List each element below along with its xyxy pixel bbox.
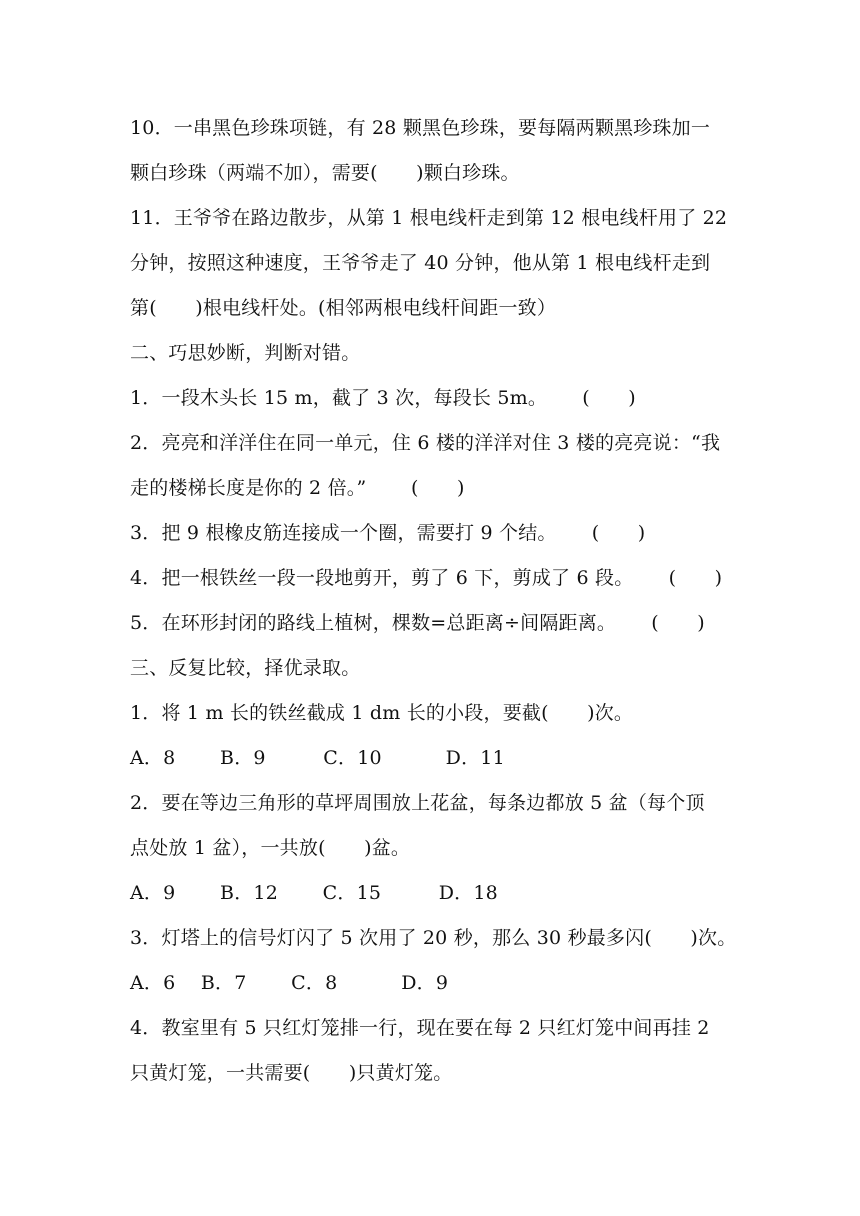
choice-q1-stem: 1．将 1 m 长的铁丝截成 1 dm 长的小段，要截( )次。 <box>130 702 634 724</box>
judge-item-2-line-2: 走的楼梯长度是你的 2 倍。” ( ) <box>130 477 465 499</box>
choice-q2-stem-line-1: 2．要在等边三角形的草坪周围放上花盆，每条边都放 5 盆（每个顶 <box>130 792 705 814</box>
choice-q3-stem: 3．灯塔上的信号灯闪了 5 次用了 20 秒，那么 30 秒最多闪( )次。 <box>130 927 737 949</box>
question-11-line-3: 第( )根电线杆处。(相邻两根电线杆间距一致） <box>130 297 557 319</box>
question-11-line-2: 分钟，按照这种速度，王爷爷走了 40 分钟，他从第 1 根电线杆走到 <box>130 252 711 274</box>
judge-item-5: 5．在环形封闭的路线上植树，棵数=总距离÷间隔距离。 ( ) <box>130 612 705 634</box>
question-10-line-1: 10．一串黑色珍珠项链，有 28 颗黑色珍珠，要每隔两颗黑珍珠加一 <box>130 117 711 139</box>
choice-q3-options: A．6 B．7 C．8 D．9 <box>130 972 449 994</box>
section-2-title: 二、巧思妙断，判断对错。 <box>130 342 361 364</box>
question-11-line-1: 11．王爷爷在路边散步，从第 1 根电线杆走到第 12 根电线杆用了 22 <box>130 207 728 229</box>
judge-item-3: 3．把 9 根橡皮筋连接成一个圈，需要打 9 个结。 ( ) <box>130 522 646 544</box>
judge-item-4: 4．把一根铁丝一段一段地剪开，剪了 6 下，剪成了 6 段。 ( ) <box>130 567 723 589</box>
choice-q4-stem-line-1: 4．教室里有 5 只红灯笼排一行，现在要在每 2 只红灯笼中间再挂 2 <box>130 1017 710 1039</box>
section-3-title: 三、反复比较，择优录取。 <box>130 657 361 679</box>
choice-q2-options: A．9 B．12 C．15 D．18 <box>130 882 498 904</box>
judge-item-2-line-1: 2．亮亮和洋洋住在同一单元，住 6 楼的洋洋对住 3 楼的亮亮说：“我 <box>130 432 721 454</box>
choice-q2-stem-line-2: 点处放 1 盆），一共放( )盆。 <box>130 837 411 859</box>
choice-q4-stem-line-2: 只黄灯笼，一共需要( )只黄灯笼。 <box>130 1062 453 1084</box>
question-10-line-2: 颗白珍珠（两端不加），需要( )颗白珍珠。 <box>130 162 520 184</box>
choice-q1-options: A．8 B．9 C．10 D．11 <box>130 747 505 769</box>
judge-item-1: 1．一段木头长 15 m，截了 3 次，每段长 5m。 ( ) <box>130 387 636 409</box>
